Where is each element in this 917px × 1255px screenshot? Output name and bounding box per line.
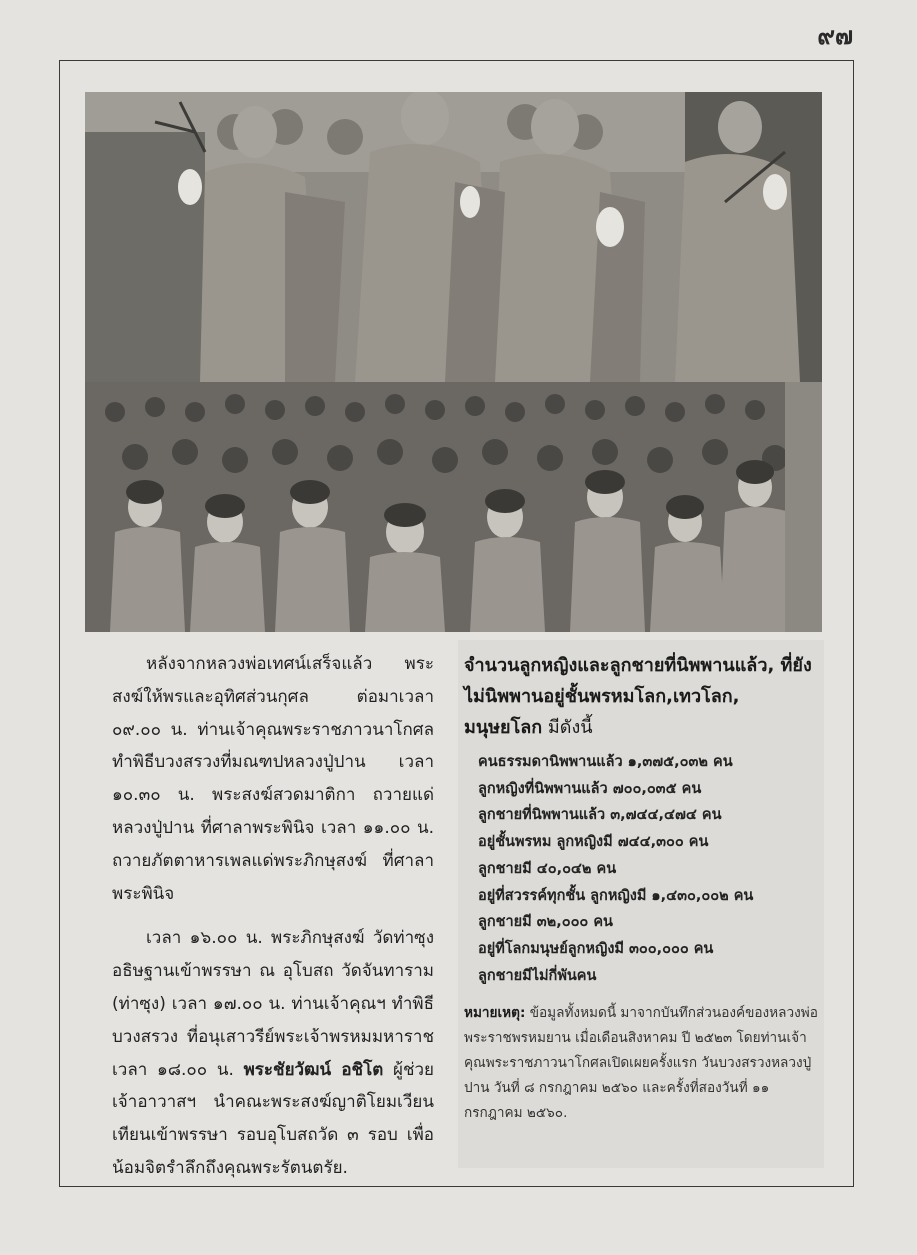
statistics-item: ลูกชายมี ๔๐,๐๔๒ คน (478, 860, 617, 877)
paragraph-evening-schedule (112, 922, 434, 1184)
note-label: หมายเหตุ: (464, 1005, 526, 1022)
monk-name: พระชัยวัฒน์ อชิโต (243, 1059, 384, 1080)
paragraph-2-text-a: เวลา ๑๖.๐๐ น. พระภิกษุสงฆ์ วัดท่าซุงอธิษฐานเข้าพรรษา ณ อุโบสถ วัดจันทาราม (ท่าซุง) เวลา ๑๗.๐๐ น. ท่านเจ้าคุณฯ ทำพิธีบวงสรวง ที่อนุเสาวรีย์พระเจ้าพรหมมหาราช เวลา ๑๘.๐๐ น. (112, 928, 434, 1080)
statistics-item: อยู่ที่โลกมนุษย์ลูกหญิงมี ๓๐๐,๐๐๐ คน (478, 940, 714, 957)
statistics-heading-bold: จำนวนลูกหญิงและลูกชายที่นิพพานแล้ว, ที่ยังไม่นิพพานอยู่ชั้นพรหมโลก,เทวโลก, มนุษยโลก (464, 655, 812, 738)
statistics-heading (464, 650, 818, 743)
statistics-item: คนธรรมดานิพพานแล้ว ๑,๓๗๕,๐๓๒ คน (478, 754, 733, 770)
photo-monks-procession (85, 92, 822, 382)
statistics-item: ลูกหญิงที่นิพพานแล้ว ๗๐๐,๐๓๕ คน (478, 780, 702, 797)
right-column-statistics (458, 640, 824, 1168)
statistics-item: อยู่ชั้นพรหม ลูกหญิงมี ๗๔๔,๓๐๐ คน (478, 834, 709, 851)
paragraph-morning-schedule: หลังจากหลวงพ่อเทศน์เสร็จแล้ว พระสงฆ์ให้พรและอุทิศส่วนกุศล ต่อมาเวลา ๐๙.๐๐ น. ท่านเจ้าคุณพระราชภาวนาโกศล ทำพิธีบวงสรวงที่มณฑปหลวงปู่ปาน เวลา ๑๐.๓๐ น. พระสงฆ์สวดมาติกา ถวายแด่หลวงปู่ปาน ที่ศาลาพระพินิจ เวลา ๑๑.๐๐ น. ถวายภัตตาหารเพลแด่พระภิกษุสงฆ์ ที่ศาลาพระพินิจ (112, 654, 434, 904)
statistics-item: ลูกชายที่นิพพานแล้ว ๓,๗๔๔,๔๗๔ คน (478, 807, 722, 824)
crowd-illustration (85, 382, 822, 632)
statistics-heading-tail: มีดังนี้ (542, 717, 593, 738)
page-number: ๙๗ (817, 22, 853, 50)
note-text: ข้อมูลทั้งหมดนี้ มาจากบันทึกส่วนองค์ของหลวงพ่อพระราชพรหมยาน เมื่อเดือนสิงหาคม ปี ๒๕๒๓ โดยท่านเจ้าคุณพระราชภาวนาโกศลเปิดเผยครั้งแรก วันบวงสรวงหลวงปู่ปาน วันที่ ๘ กรกฎาคม ๒๕๖๐ และครั้งที่สองวันที่ ๑๑ กรกฎาคม ๒๕๖๐. (464, 1005, 818, 1121)
photo-crowd-laypeople (85, 382, 822, 632)
statistics-item: อยู่ที่สวรรค์ทุกชั้น ลูกหญิงมี ๑,๔๓๐,๐๐๒ คน (478, 887, 754, 904)
note (464, 1001, 818, 1125)
monks-illustration (85, 92, 822, 382)
paragraph-2-text-b: ผู้ช่วยเจ้าอาวาสฯ นำคณะพระสงฆ์ญาติโยมเวียนเทียนเข้าพรรษา รอบอุโบสถวัด ๓ รอบ เพื่อน้อมจิตรำลึกถึงคุณพระรัตนตรัย. (112, 1059, 434, 1178)
left-column (112, 648, 434, 1197)
statistics-item: ลูกชายมี ๓๒,๐๐๐ คน (478, 914, 613, 931)
statistics-item: ลูกชายมีไม่กี่พันคน (478, 967, 597, 984)
statistics-list (478, 749, 818, 989)
